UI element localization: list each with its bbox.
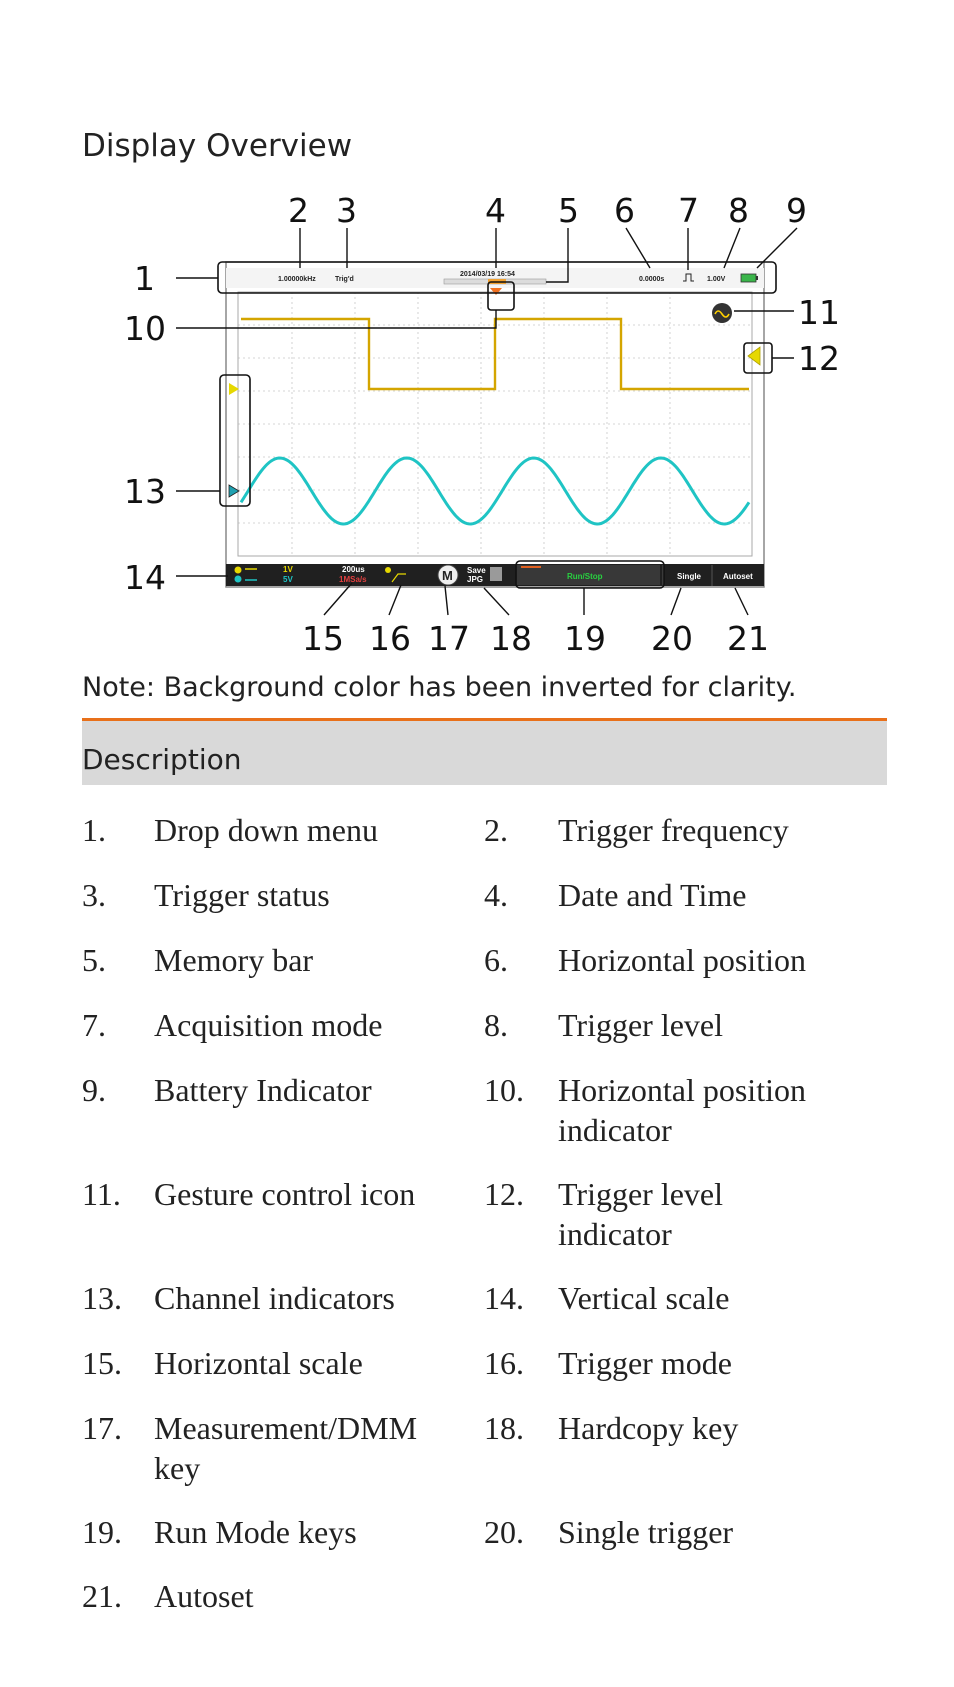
callout-4: 4 <box>485 191 506 230</box>
callout-2: 2 <box>288 191 309 230</box>
sample-rate: 1MSa/s <box>339 575 367 584</box>
list-item-text-cont: indicator <box>558 1216 672 1252</box>
datetime-readout: 2014/03/19 16:54 <box>460 271 515 278</box>
list-item-number: 14. <box>484 1280 524 1316</box>
time-scale: 200us <box>342 565 365 574</box>
callout-18: 18 <box>490 619 532 658</box>
list-item-text: Gesture control icon <box>154 1176 416 1212</box>
figure-note: Note: Background color has been inverted for clarity. <box>82 672 797 703</box>
list-item-text: Single trigger <box>558 1514 734 1550</box>
oscilloscope-display-figure <box>0 0 954 665</box>
ch1-scale: 1V <box>283 565 293 574</box>
callout-11: 11 <box>798 293 840 332</box>
save-label: Save <box>467 566 486 575</box>
list-item-text: Trigger level <box>558 1176 724 1212</box>
list-item-number: 16. <box>484 1345 524 1381</box>
list-item-text: Trigger frequency <box>558 812 789 848</box>
measurement-key-label: M <box>442 568 453 583</box>
battery-icon <box>741 274 756 282</box>
callout-6: 6 <box>614 191 635 230</box>
list-item-text: Trigger level <box>558 1007 724 1043</box>
callout-13: 13 <box>124 472 166 511</box>
page-title: Display Overview <box>82 128 353 164</box>
list-item-text: Horizontal position <box>558 942 806 978</box>
run-stop-button: Run/Stop <box>567 572 603 581</box>
list-item-number: 7. <box>82 1007 106 1043</box>
callout-21: 21 <box>727 619 769 658</box>
callout-12: 12 <box>798 339 840 378</box>
list-item-text: Memory bar <box>154 942 314 978</box>
list-item-text: Channel indicators <box>154 1280 395 1316</box>
list-item-text: Autoset <box>154 1578 254 1614</box>
h-position-readout: 0.0000s <box>639 276 665 283</box>
callout-5: 5 <box>558 191 579 230</box>
frequency-readout: 1.00000kHz <box>278 276 316 283</box>
callout-7: 7 <box>678 191 699 230</box>
list-item-text-cont: indicator <box>558 1112 672 1148</box>
list-item-text: Run Mode keys <box>154 1514 357 1550</box>
callout-9: 9 <box>786 191 807 230</box>
list-item-text: Horizontal scale <box>154 1345 363 1381</box>
list-item-number: 4. <box>484 877 508 913</box>
list-item-text: Date and Time <box>558 877 747 913</box>
callout-1: 1 <box>134 259 155 298</box>
list-item-number: 2. <box>484 812 508 848</box>
callout-10: 10 <box>124 309 166 348</box>
callout-16: 16 <box>369 619 411 658</box>
list-item-number: 10. <box>484 1072 524 1108</box>
autoset-button: Autoset <box>723 572 753 581</box>
list-item-text: Battery Indicator <box>154 1072 372 1108</box>
list-item-number: 12. <box>484 1176 524 1212</box>
callout-19: 19 <box>564 619 606 658</box>
list-item-number: 15. <box>82 1345 122 1381</box>
list-item-text: Vertical scale <box>558 1280 730 1316</box>
description-header <box>82 721 887 785</box>
list-item-number: 21. <box>82 1578 122 1614</box>
list-item-number: 17. <box>82 1410 122 1446</box>
list-item-text-cont: key <box>154 1450 201 1486</box>
callout-20: 20 <box>651 619 693 658</box>
list-item-number: 5. <box>82 942 106 978</box>
description-heading: Description <box>82 743 242 776</box>
trigger-status: Trig'd <box>335 276 354 283</box>
list-item-text: Drop down menu <box>154 812 378 848</box>
callout-3: 3 <box>336 191 357 230</box>
callout-17: 17 <box>428 619 470 658</box>
single-button: Single <box>677 572 702 581</box>
list-item-number: 6. <box>484 942 508 978</box>
trigger-level-readout: 1.00V <box>707 276 726 283</box>
list-item-number: 20. <box>484 1514 524 1550</box>
list-item-number: 18. <box>484 1410 524 1446</box>
callout-8: 8 <box>728 191 749 230</box>
save-format: JPG <box>467 575 484 584</box>
list-item-text: Measurement/DMM <box>154 1410 418 1446</box>
list-item-number: 11. <box>82 1176 121 1212</box>
list-item-number: 13. <box>82 1280 122 1316</box>
list-item-text: Hardcopy key <box>558 1410 739 1446</box>
list-item-number: 9. <box>82 1072 106 1108</box>
callout-14: 14 <box>124 558 166 597</box>
list-item-text: Acquisition mode <box>154 1007 383 1043</box>
callout-15: 15 <box>302 619 344 658</box>
list-item-number: 1. <box>82 812 106 848</box>
list-item-text: Trigger mode <box>558 1345 732 1381</box>
ch2-scale: 5V <box>283 575 293 584</box>
list-item-text: Horizontal position <box>558 1072 806 1108</box>
list-item-text: Trigger status <box>154 877 330 913</box>
list-item-number: 8. <box>484 1007 508 1043</box>
list-item-number: 3. <box>82 877 106 913</box>
list-item-number: 19. <box>82 1514 122 1550</box>
